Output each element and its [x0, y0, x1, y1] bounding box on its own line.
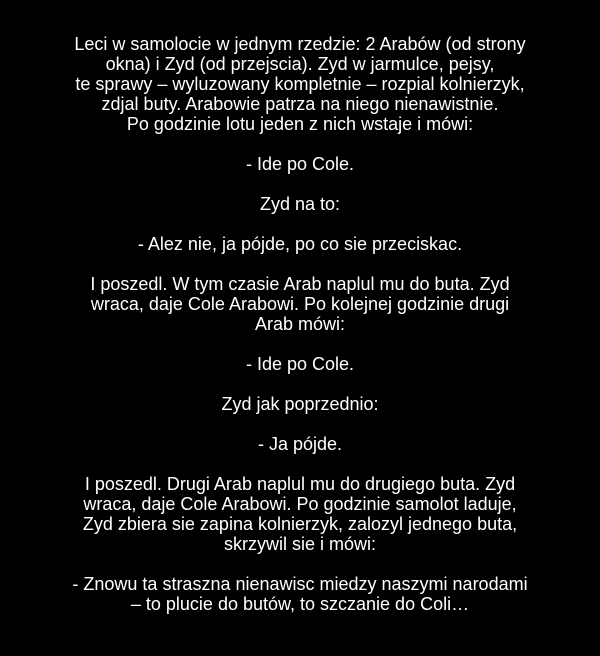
paragraph-reply-intro	[34, 194, 566, 214]
paragraph-punchline	[34, 574, 566, 614]
text-line: wraca, daje Cole Arabowi. Po kolejnej godzinie drugi	[90, 294, 510, 314]
paragraph-reply-again	[34, 394, 566, 414]
text-line: - Ide po Cole.	[245, 354, 355, 374]
text-line: zdjal buty. Arabowie patrza na niego nienawistnie.	[101, 94, 499, 114]
text-line: Leci w samolocie w jednym rzedzie: 2 Arabów (od strony	[74, 34, 526, 54]
text-line: – to plucie do butów, to szczanie do Coli…	[130, 594, 470, 614]
text-line: - Alez nie, ja pójde, po co sie przeciskac.	[137, 234, 463, 254]
text-line: - Ide po Cole.	[245, 154, 355, 174]
text-line: Arab mówi:	[254, 314, 346, 334]
text-line: - Znowu ta straszna nienawisc miedzy naszymi narodami	[72, 574, 528, 594]
paragraph-second-request	[34, 354, 566, 374]
text-line: Po godzinie lotu jeden z nich wstaje i mówi:	[126, 114, 474, 134]
text-line: skrzywil sie i mówi:	[223, 534, 376, 554]
text-line: Zyd jak poprzednio:	[221, 394, 379, 414]
paragraph-first-reply	[34, 234, 566, 254]
text-line: Zyd na to:	[259, 194, 341, 214]
paragraph-first-request	[34, 154, 566, 174]
text-line: I poszedl. W tym czasie Arab naplul mu do buta. Zyd	[90, 274, 510, 294]
paragraph-intro	[34, 34, 566, 134]
text-line: I poszedl. Drugi Arab naplul mu do drugiego buta. Zyd	[84, 474, 516, 494]
paragraph-first-spit	[34, 274, 566, 334]
text-line: Zyd zbiera sie zapina kolnierzyk, zalozyl jednego buta,	[82, 514, 518, 534]
text-line: - Ja pójde.	[257, 434, 343, 454]
paragraph-second-spit	[34, 474, 566, 554]
paragraph-second-reply	[34, 434, 566, 454]
text-line: okna) i Zyd (od przejscia). Zyd w jarmulce, pejsy,	[105, 54, 495, 74]
text-line: wraca, daje Cole Arabowi. Po godzinie samolot laduje,	[83, 494, 517, 514]
text-line: te sprawy – wyluzowany kompletnie – rozpial kolnierzyk,	[75, 74, 525, 94]
